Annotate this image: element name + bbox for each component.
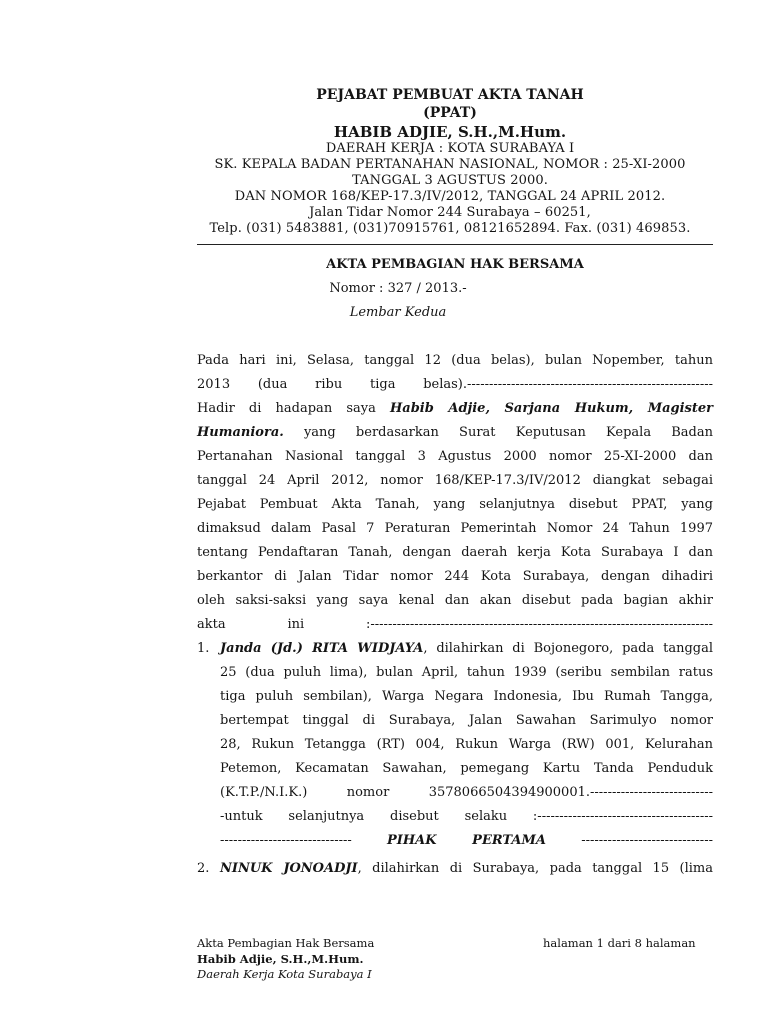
body-line: Humaniora. yang berdasarkan Surat Keputusan Kepala Badan	[197, 425, 713, 440]
item1-line: 25 (dua puluh lima), bulan April, tahun 1939 (seribu sembilan ratus	[220, 665, 713, 680]
header-sk: SK. KEPALA BADAN PERTANAHAN NASIONAL, NOMOR : 25-XI-2000	[214, 157, 686, 172]
footer-officer: Habib Adjie, S.H.,M.Hum.	[197, 952, 364, 966]
header-phone: Telp. (031) 5483881, (031)70915761, 08121652894. Fax. (031) 469853.	[209, 221, 691, 236]
body-line: berkantor di Jalan Tidar nomor 244 Kota Surabaya, dengan dihadiri	[197, 569, 713, 584]
header-address: Jalan Tidar Nomor 244 Surabaya – 60251,	[309, 205, 591, 220]
party1-role: PIHAK PERTAMA	[387, 833, 546, 848]
body-line: akta ini :------------------------------------------------------------------------------	[197, 617, 713, 632]
item-number: 1.	[197, 641, 210, 656]
doc-number: Nomor : 327 / 2013.-	[329, 281, 467, 296]
body-line: tanggal 24 April 2012, nomor 168/KEP-17.3/IV/2012 diangkat sebagai	[197, 473, 713, 488]
body-line: Pada hari ini, Selasa, tanggal 12 (dua belas), bulan Nopember, tahun	[197, 353, 713, 368]
item1-line: Janda (Jd.) RITA WIDJAYA, dilahirkan di Bojonegoro, pada tanggal	[220, 641, 713, 656]
item1-line: -untuk selanjutnya disebut selaku :----------------------------------------	[220, 809, 713, 824]
officer-title-inline: Humaniora.	[197, 425, 284, 440]
footer-region: Daerah Kerja Kota Surabaya I	[197, 967, 372, 981]
item1-line: ------------------------------ PIHAK PERTAMA ------------------------------	[220, 833, 713, 848]
item1-line: 28, Rukun Tetangga (RT) 004, Rukun Warga (RW) 001, Kelurahan	[220, 737, 713, 752]
body-line: Hadir di hadapan saya Habib Adjie, Sarjana Hukum, Magister	[197, 401, 714, 416]
item1-line: (K.T.P./N.I.K.) nomor 3578066504394900001.----------------------------	[220, 785, 713, 800]
body-line: tentang Pendaftaran Tanah, dengan daerah kerja Kota Surabaya I dan	[197, 545, 713, 560]
item-number: 2.	[197, 861, 210, 876]
doc-sheet: Lembar Kedua	[349, 305, 447, 320]
body-line: 2013 (dua ribu tiga belas).--------------------------------------------------------	[197, 377, 713, 392]
header-region: DAERAH KERJA : KOTA SURABAYA I	[325, 141, 575, 156]
body-line: Pertanahan Nasional tanggal 3 Agustus 2000 nomor 25-XI-2000 dan	[197, 449, 713, 464]
header-date: TANGGAL 3 AGUSTUS 2000.	[352, 173, 548, 188]
body-line: Pejabat Pembuat Akta Tanah, yang selanjutnya disebut PPAT, yang	[197, 497, 713, 512]
item1-line: bertempat tinggal di Surabaya, Jalan Sawahan Sarimulyo nomor	[220, 713, 713, 728]
party2-name: NINUK JONOADJI	[220, 861, 358, 876]
header-abbr: (PPAT)	[423, 105, 477, 121]
body-line: dimaksud dalam Pasal 7 Peraturan Pemerintah Nomor 24 Tahun 1997	[197, 521, 713, 536]
officer-name-inline: Habib Adjie, Sarjana Hukum, Magister	[390, 401, 714, 416]
header-title: PEJABAT PEMBUAT AKTA TANAH	[316, 87, 584, 103]
footer-page-number: halaman 1 dari 8 halaman	[543, 936, 696, 950]
body-line: oleh saksi-saksi yang saya kenal dan akan disebut pada bagian akhir	[197, 593, 713, 608]
header-officer-name: HABIB ADJIE, S.H.,M.Hum.	[333, 123, 567, 141]
item2-line: NINUK JONOADJI, dilahirkan di Surabaya, pada tanggal 15 (lima	[220, 861, 713, 876]
doc-title: AKTA PEMBAGIAN HAK BERSAMA	[326, 257, 584, 272]
item1-line: Petemon, Kecamatan Sawahan, pemegang Kartu Tanda Penduduk	[220, 761, 713, 776]
header-divider	[197, 244, 713, 245]
item1-line: tiga puluh sembilan), Warga Negara Indonesia, Ibu Rumah Tangga,	[220, 689, 713, 704]
header-number2: DAN NOMOR 168/KEP-17.3/IV/2012, TANGGAL 24 APRIL 2012.	[234, 189, 666, 204]
party1-name: Janda (Jd.) RITA WIDJAYA	[220, 641, 424, 656]
footer-doc-name: Akta Pembagian Hak Bersama	[197, 936, 375, 950]
